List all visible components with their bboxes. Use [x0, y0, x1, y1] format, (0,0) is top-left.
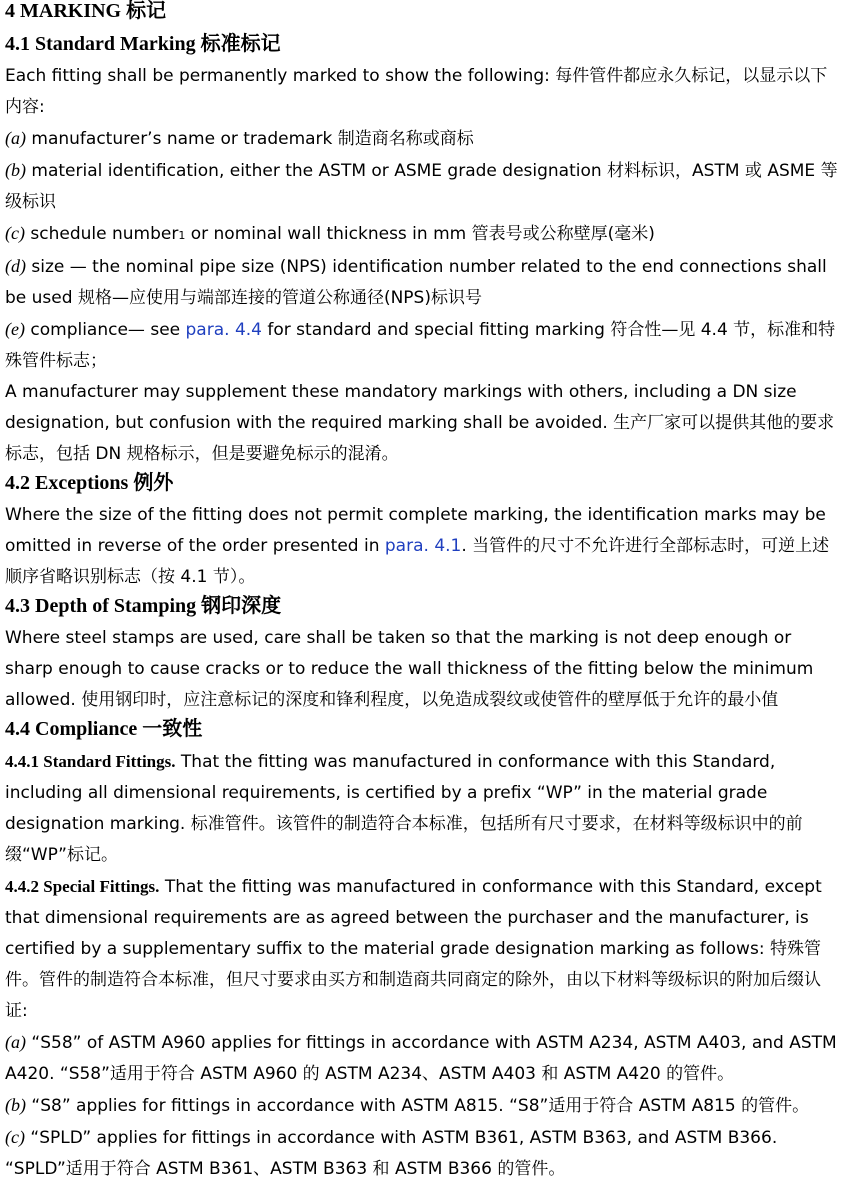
item-label: (d) — [5, 256, 26, 276]
document-page — [5, 0, 841, 1185]
special-fittings-label: 4.4.2 Special Fittings. — [5, 877, 160, 896]
section-4-1-heading: 4.1 Standard Marking 标准标记 — [5, 33, 281, 55]
item-text: “S8” applies for fittings in accordance with ASTM A815. “S8”适用于符合 ASTM A815 的管件。 — [31, 1096, 810, 1116]
special-fittings-paragraph — [5, 871, 841, 1027]
item-text: “S58” of ASTM A960 applies for fittings in accordance with ASTM A234, ASTM A403, and ASTM A420. “S58”适用于符合 ASTM A960 的 ASTM A234、ASTM A403 和 ASTM A420 的管件。 — [5, 1033, 837, 1084]
item-label: (e) — [5, 319, 25, 339]
para-4-4-link[interactable]: para. 4.4 — [185, 320, 262, 340]
item-label: (b) — [5, 1095, 26, 1115]
item-label: (a) — [5, 1032, 26, 1052]
item-label: (c) — [5, 1127, 25, 1147]
marking-item-c — [5, 218, 841, 251]
item-text: compliance— see — [30, 320, 186, 340]
marking-item-d — [5, 251, 841, 314]
section-4-2-heading: 4.2 Exceptions 例外 — [5, 472, 174, 494]
supplement-paragraph: A manufacturer may supplement these mandatory markings with others, including a DN size designation, but confusion with the required marking shall be avoided. 生产厂家可以提供其他的要求标志，包括 DN 规格标示，但是要避免标示的混淆。 — [5, 382, 835, 464]
para-4-1-link[interactable]: para. 4.1 — [384, 536, 462, 556]
item-text-continued: for standard and special fitting marking 符合性—见 4.4 节，标准和特殊管件标志； — [5, 320, 836, 371]
item-text: material identification, either the ASTM or ASME grade designation 材料标识，ASTM 或 ASME 等级标识 — [5, 161, 838, 212]
item-text: “SPLD” applies for fittings in accordance with ASTM B361, ASTM B363, and ASTM B366. “SPLD”适用于符合 ASTM B361、ASTM B363 和 ASTM B366 的管件。 — [5, 1128, 778, 1179]
exceptions-text: Where the size of the fitting does not permit complete marking, the identification marks may be omitted in reverse of the order presented in — [5, 505, 826, 556]
suffix-item-a — [5, 1027, 841, 1090]
exceptions-text-continued: . 当管件的尺寸不允许进行全部标志时，可逆上述顺序省略识别标志（按 4.1 节）。 — [5, 536, 830, 587]
item-text: schedule number — [30, 224, 179, 244]
item-text-continued: or nominal wall thickness in mm 管表号或公称壁厚(毫米) — [185, 224, 655, 244]
standard-fittings-label: 4.4.1 Standard Fittings. — [5, 752, 176, 771]
section-4-3-heading: 4.3 Depth of Stamping 钢印深度 — [5, 595, 282, 617]
section-4-4-heading: 4.4 Compliance 一致性 — [5, 718, 203, 740]
item-text: size — the nominal pipe size (NPS) identification number related to the end connections shall be used 规格—应使用与端部连接的管道公称通径(NPS)标识号 — [5, 257, 827, 308]
item-label: (a) — [5, 128, 26, 148]
suffix-item-b — [5, 1090, 841, 1122]
item-label: (c) — [5, 223, 25, 243]
item-label: (b) — [5, 160, 26, 180]
marking-item-b — [5, 155, 841, 218]
standard-fittings-paragraph — [5, 746, 841, 871]
suffix-item-c — [5, 1122, 841, 1185]
marking-item-a — [5, 123, 841, 155]
section-4-1-intro: Each fitting shall be permanently marked to show the following: 每件管件都应永久标记，以显示以下内容: — [5, 66, 828, 117]
item-text: manufacturer’s name or trademark 制造商名称或商标 — [31, 129, 474, 149]
standard-fittings-text: That the fitting was manufactured in conformance with this Standard, including all dimensional requirements, is certified by a prefix “WP” in the material grade designation marking. 标准管件。该管件的制造符合本标准，包括所有尺寸要求，在材料等级标识中的前缀“WP”标记。 — [5, 752, 803, 865]
special-fittings-text: That the fitting was manufactured in conformance with this Standard, except that dimensional requirements are as agreed between the purchaser and the manufacturer, is certified by a supplementary suffix to the material grade designation marking as follows: 特殊管件。管件的制造符合本标准，但尺寸要求由买方和制造商共同商定的除外，由以下材料等级标识的附加后缀认证: — [5, 877, 822, 1021]
marking-item-e — [5, 314, 841, 377]
footnote-marker: 1 — [178, 229, 186, 242]
stamping-paragraph: Where steel stamps are used, care shall be taken so that the marking is not deep enough or sharp enough to cause cracks or to reduce the wall thickness of the fitting below the minimum allowed. 使用钢印时，应注意标记的深度和锋利程度，以免造成裂纹或使管件的壁厚低于允许的最小值 — [5, 628, 814, 710]
section-4-heading: 4 MARKING 标记 — [5, 0, 167, 22]
exceptions-paragraph — [5, 500, 841, 593]
